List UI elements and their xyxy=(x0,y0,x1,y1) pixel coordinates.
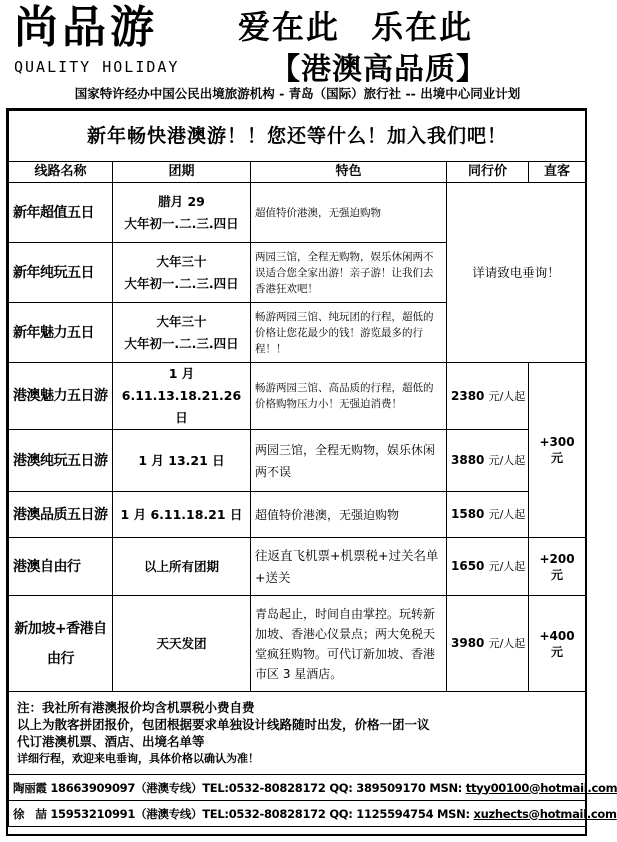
column-header: 团期 xyxy=(113,162,251,183)
peer-price xyxy=(447,363,529,430)
contact-qq: QQ: 389509170 xyxy=(329,780,426,795)
date-line: 以上所有团期 xyxy=(143,558,219,574)
date-line: 6.11.13.18.21.26 日 xyxy=(121,388,242,425)
route-name: 新年纯玩五日 xyxy=(9,243,113,303)
note-line: 以上为散客拼团报价，包团根据要求单独设计线路随时出发，价格一团一议 xyxy=(17,717,430,732)
contact-name: 陶丽霞 xyxy=(13,780,47,795)
contact-tel: TEL:0532-80828172 xyxy=(202,780,326,795)
direct-price: +400 元 xyxy=(529,596,586,692)
feature-text: 畅游两园三馆、高品质的行程，超低的价格购物压力小！无强迫消费！ xyxy=(251,363,447,430)
contact-qq: QQ: 1125594754 xyxy=(329,806,434,821)
date-line: 大年初一.二.三.四日 xyxy=(124,275,239,291)
slogan-line1: 爱在此 乐在此 xyxy=(238,8,474,46)
price-value: 3980 xyxy=(451,636,485,650)
route-name: 港澳品质五日游 xyxy=(9,492,113,538)
notes-cell xyxy=(9,692,586,775)
contact-tel: TEL:0532-80828172 xyxy=(202,806,326,821)
tour-dates xyxy=(113,430,251,492)
table-row xyxy=(9,538,586,596)
feature-text: 超值特价港澳，无强迫购物 xyxy=(251,492,447,538)
notes-row xyxy=(9,692,586,775)
date-line: 1 月 13.21 日 xyxy=(138,452,225,468)
direct-price: +200 元 xyxy=(529,538,586,596)
route-name: 新年魅力五日 xyxy=(9,303,113,363)
slogan-line2: 【港澳高品质】 xyxy=(270,52,487,87)
contact-mobile: 15953210991 xyxy=(50,806,136,821)
price-unit: 元/人起 xyxy=(488,560,526,573)
tour-dates xyxy=(113,363,251,430)
agency-line: 国家特许经办中国公民出境旅游机构 - 青岛（国际）旅行社 -- 出境中心同业计划 xyxy=(74,86,521,101)
route-name: 新加坡+香港自由行 xyxy=(9,596,113,692)
contact-email[interactable]: xuzhects@hotmail.com xyxy=(473,806,617,821)
note-line: 详细行程，欢迎来电垂询，具体价格以确认为准！ xyxy=(17,752,259,765)
column-header: 直客 xyxy=(529,162,586,183)
consult-cell: 详请致电垂询！ xyxy=(447,183,586,363)
brand-logo-cn: 尚品游 xyxy=(14,2,158,53)
peer-price xyxy=(447,430,529,492)
note-line: 注：我社所有港澳报价均含机票税小费自费 xyxy=(17,700,255,715)
price-table xyxy=(8,110,617,827)
contact-mobile: 18663909097 xyxy=(50,780,136,795)
column-header: 同行价 xyxy=(447,162,529,183)
price-unit: 元/人起 xyxy=(488,389,526,403)
tour-dates xyxy=(113,243,251,303)
contact-line: （港澳专线） xyxy=(135,806,203,821)
price-value: 3880 xyxy=(451,453,485,467)
peer-price xyxy=(447,538,529,596)
date-line: 大年三十 xyxy=(156,253,207,269)
price-unit: 元/人起 xyxy=(488,454,526,467)
route-name: 港澳自由行 xyxy=(9,538,113,596)
feature-text: 两园三馆，全程无购物，娱乐休闲两不误适合您全家出游！亲子游！让我们去香港狂欢吧！ xyxy=(251,243,447,303)
brand-logo-en: QUALITY HOLIDAY xyxy=(14,58,180,76)
table-row xyxy=(9,492,586,538)
contact-line: （港澳专线） xyxy=(135,780,203,795)
direct-price: +300 元 xyxy=(529,363,586,538)
contact-name: 徐 喆 xyxy=(13,806,47,821)
column-header: 特色 xyxy=(251,162,447,183)
peer-price xyxy=(447,492,529,538)
date-line: 大年初一.二.三.四日 xyxy=(124,215,239,231)
table-header xyxy=(9,162,586,183)
price-value: 1580 xyxy=(451,507,485,521)
price-value: 1650 xyxy=(451,559,485,573)
tour-dates xyxy=(113,303,251,363)
price-unit: 元/人起 xyxy=(488,508,526,521)
date-line: 1 月 xyxy=(168,366,195,381)
tour-dates xyxy=(113,183,251,243)
banner-text: 新年畅快港澳游！！您还等什么！加入我们吧！ xyxy=(9,111,586,162)
route-name: 港澳魅力五日游 xyxy=(9,363,113,430)
date-line: 大年初一.二.三.四日 xyxy=(124,335,239,351)
tour-dates xyxy=(113,596,251,692)
column-header: 线路名称 xyxy=(9,162,113,183)
route-name: 新年超值五日 xyxy=(9,183,113,243)
table-row xyxy=(9,183,586,243)
contact-msn: MSN: xyxy=(429,780,463,795)
contact-email[interactable]: ttyy00100@hotmail.com xyxy=(465,780,617,795)
price-value: 2380 xyxy=(451,388,485,403)
table-row xyxy=(9,430,586,492)
tour-dates xyxy=(113,538,251,596)
date-line: 1 月 6.11.18.21 日 xyxy=(120,506,243,522)
feature-text: 往返直飞机票+机票税+过关名单+送关 xyxy=(251,538,447,596)
note-line: 代订港澳机票、酒店、出境名单等 xyxy=(17,734,205,749)
contact-msn: MSN: xyxy=(437,806,470,821)
peer-price xyxy=(447,596,529,692)
feature-text: 超值特价港澳，无强迫购物 xyxy=(251,183,447,243)
feature-text: 畅游两园三馆、纯玩团的行程，超低的价格让您花最少的钱！游览最多的行程！！ xyxy=(251,303,447,363)
contact-row xyxy=(9,775,586,801)
contact-row xyxy=(9,801,586,827)
date-line: 腊月 29 xyxy=(158,193,205,209)
feature-text: 两园三馆，全程无购物，娱乐休闲两不误 xyxy=(251,430,447,492)
table-row xyxy=(9,363,586,430)
contact-cell xyxy=(9,775,617,801)
price-unit: 元/人起 xyxy=(488,637,526,650)
date-line: 天天发团 xyxy=(156,635,207,651)
contact-cell xyxy=(9,801,617,827)
date-line: 大年三十 xyxy=(156,313,207,329)
tour-dates xyxy=(113,492,251,538)
feature-text: 青岛起止，时间自由掌控。玩转新加坡、香港心仪景点；两大免税天堂疯狂购物。可代订新加坡、香港市区 3 星酒店。 xyxy=(251,596,447,692)
table-row xyxy=(9,596,586,692)
route-name: 港澳纯玩五日游 xyxy=(9,430,113,492)
banner-row xyxy=(9,111,586,162)
